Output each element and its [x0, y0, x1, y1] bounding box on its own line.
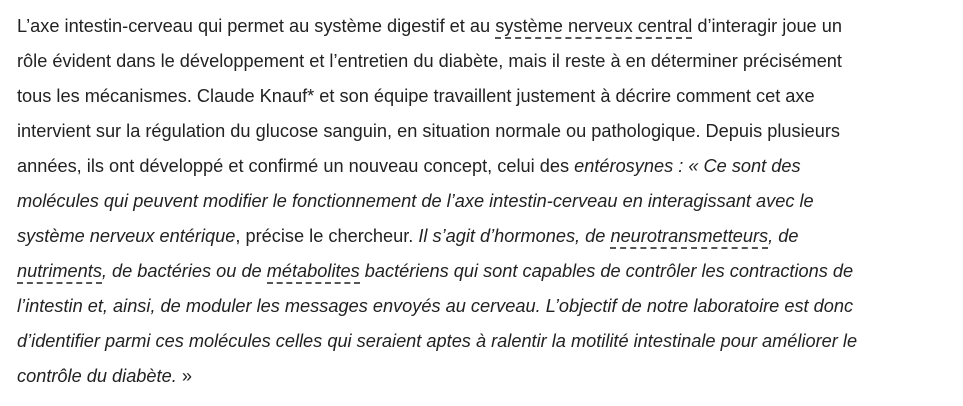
quote-line: d’identifier parmi ces molécules celles qui seraient aptes à ralentir la motilité intestinale pour améliorer le [17, 331, 858, 351]
text-segment: d’interagir joue un [692, 16, 842, 36]
text-line [17, 149, 952, 184]
text-line: tous les mécanismes. Claude Knauf* et son équipe travaillent justement à décrire comment cet axe [17, 86, 815, 106]
quote-text: , de bactéries ou de [101, 261, 267, 281]
quote-line: molécules qui peuvent modifier le fonctionnement de l’axe intestin-cerveau en interagissant avec le [17, 191, 814, 211]
glossary-term-neurotransmetteurs[interactable]: neurotransmetteurs [610, 226, 768, 249]
closing-quote-mark: » [176, 366, 192, 386]
text-line [17, 219, 952, 254]
quote-text: contrôle du diabète. [17, 366, 177, 386]
text-line [17, 9, 952, 44]
text-line: intervient sur la régulation du glucose sanguin, en situation normale ou pathologique. Depuis plusieurs [17, 121, 841, 141]
text-segment: L’axe intestin-cerveau qui permet au système digestif et au [17, 16, 496, 36]
quote-line: l’intestin et, ainsi, de moduler les messages envoyés au cerveau. L’objectif de notre laboratoire est donc [17, 296, 854, 316]
glossary-term-nutriments[interactable]: nutriments [17, 261, 102, 284]
glossary-term-metabolites[interactable]: métabolites [267, 261, 360, 284]
glossary-term-systeme-nerveux-central[interactable]: système nerveux central [495, 16, 692, 39]
text-segment: années, ils ont développé et confirmé un nouveau concept, celui des [17, 156, 575, 176]
article-paragraph [17, 9, 952, 394]
quote-text: système nerveux entérique [17, 226, 236, 246]
quote-text: , de [768, 226, 799, 246]
text-line [17, 359, 952, 394]
quote-line [17, 254, 952, 289]
quote-text: Il s’agit d’hormones, de [418, 226, 611, 246]
quote-text: bactériens qui sont capables de contrôler les contractions de [359, 261, 854, 281]
text-segment: , précise le chercheur. [235, 226, 419, 246]
quote-text: entérosynes : « Ce sont des [574, 156, 801, 176]
text-line: rôle évident dans le développement et l’entretien du diabète, mais il reste à en déterminer précisément [17, 51, 842, 71]
